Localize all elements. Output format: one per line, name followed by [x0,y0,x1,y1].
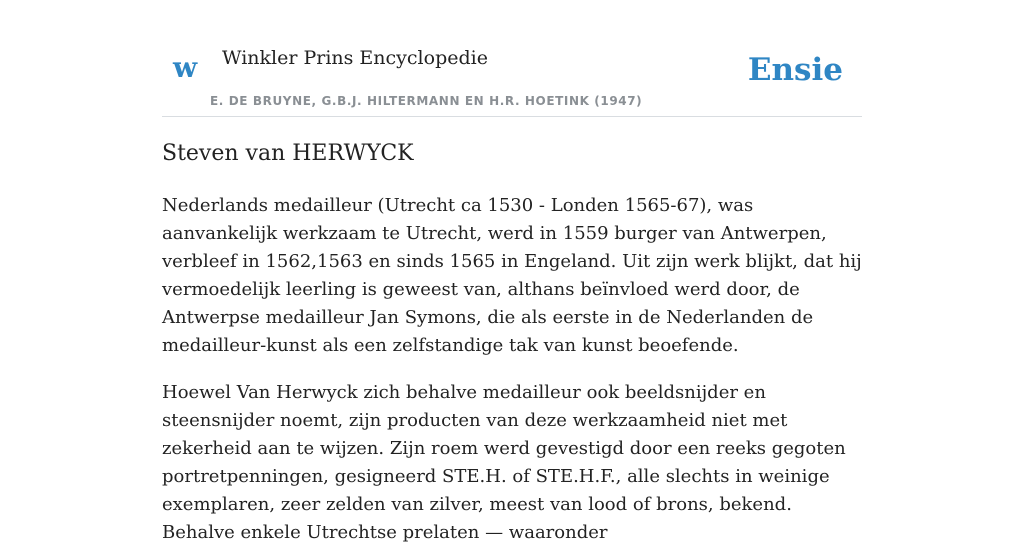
ensie-logo-link[interactable]: Ensie [747,52,843,88]
source-title[interactable]: Winkler Prins Encyclopedie [222,47,488,69]
article-title: Steven van HERWYCK [162,141,414,166]
article-paragraph: Nederlands medailleur (Utrecht ca 1530 - Londen 1565-67), was aanvankelijk werkzaam te Utrecht, werd in 1559 burger van Antwerpen, verbleef in 1562,1563 en sinds 1565 in Engeland. Uit zijn werk blijkt, dat hij vermoedelijk leerling is geweest van, althans beïnvloed werd door, de Antwerpse medailleur Jan Symons, die als eerste in de Nederlanden de medailleur-kunst als een zelfstandige tak van kunst beoefende. [162,195,862,356]
winkler-prins-logo: w [173,51,198,84]
source-authors: E. DE BRUYNE, G.B.J. HILTERMANN EN H.R. HOETINK (1947) [210,94,643,108]
article [162,138,862,547]
article-paragraph: Hoewel Van Herwyck zich behalve medailleur ook beeldsnijder en steensnijder noemt, zijn producten van deze werkzaamheid niet met zekerheid aan te wijzen. Zijn roem werd gevestigd door een reeks gegoten portretpenningen, gesigneerd STE.H. of STE.H.F., alle slechts in weinige exemplaren, zeer zelden van zilver, meest van lood of brons, bekend. Behalve enkele Utrechtse prelaten — waaronder [162,382,846,543]
source-header [162,0,862,117]
